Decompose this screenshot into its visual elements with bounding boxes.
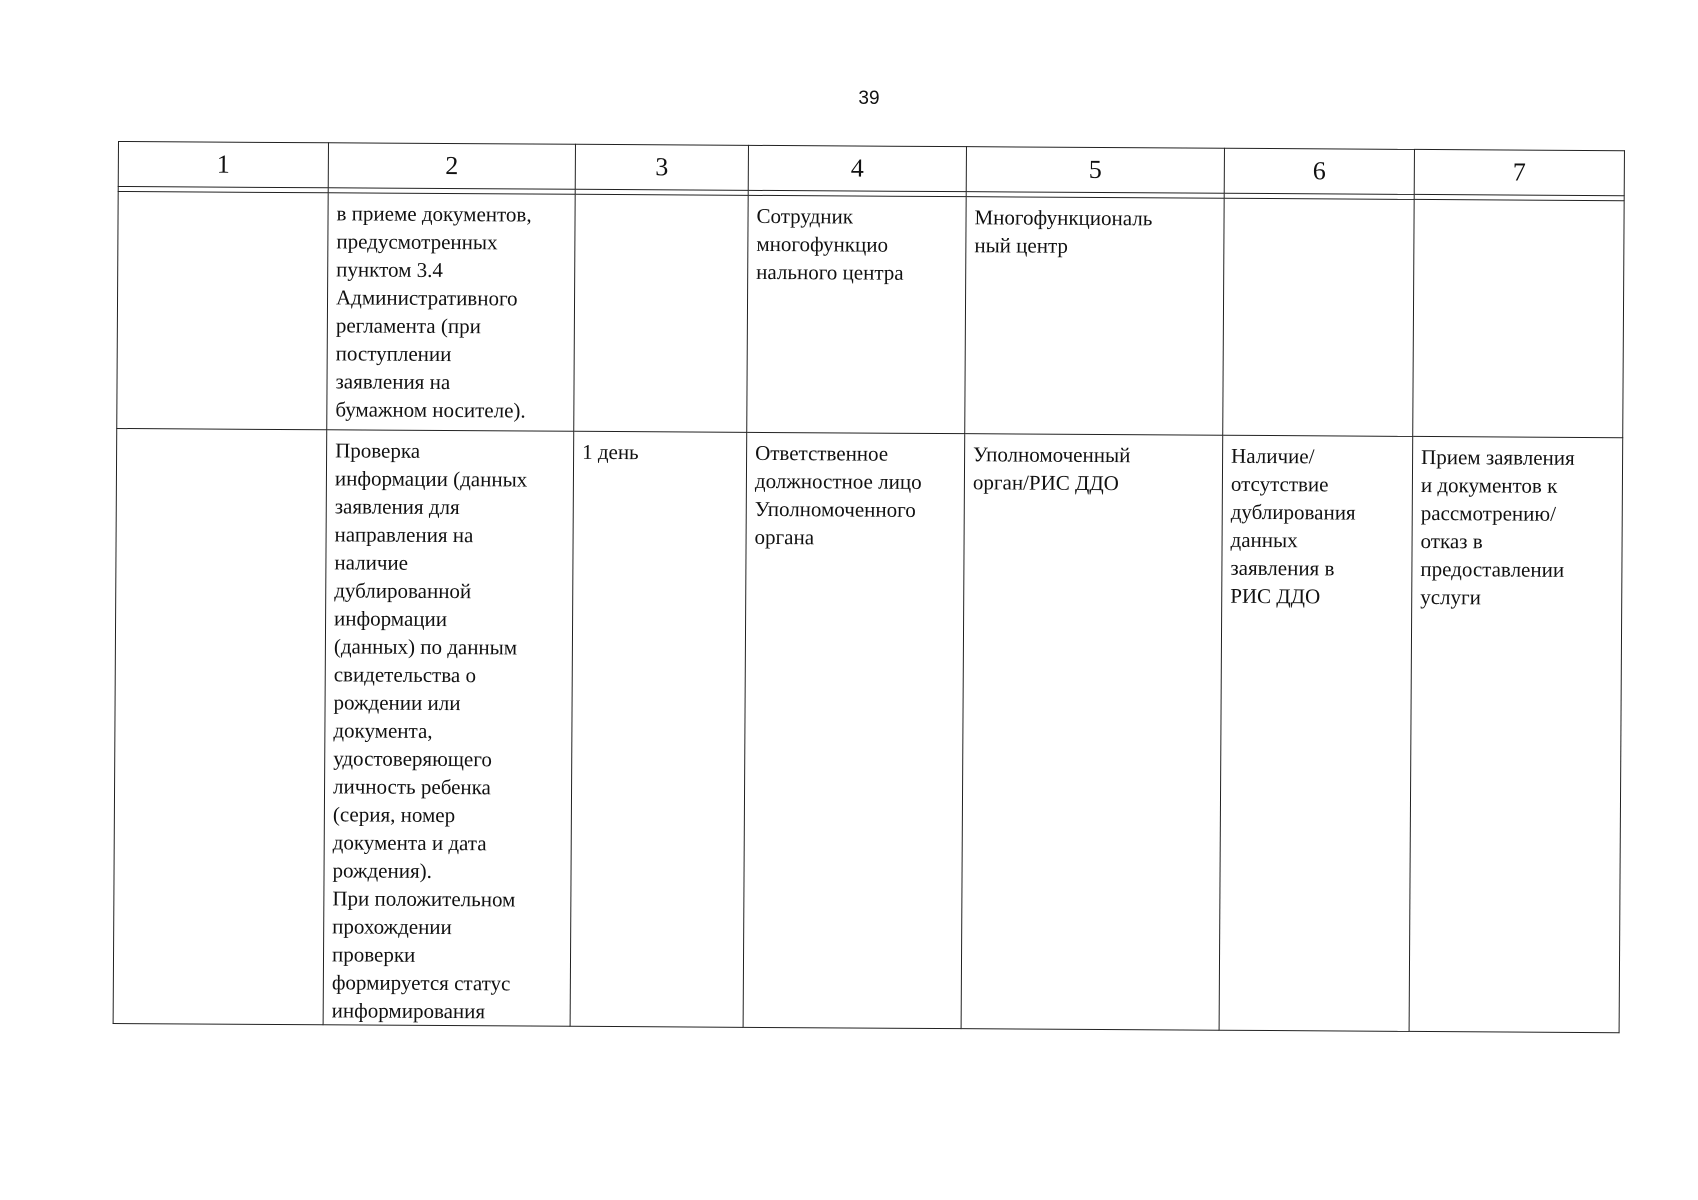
table-cell: Ответственное должностное лицо Уполномоченного органа <box>743 432 965 1028</box>
column-header-5: 5 <box>966 147 1224 194</box>
table-row <box>113 428 1623 1032</box>
page-number: 39 <box>858 88 880 109</box>
table-cell: 1 день <box>570 431 747 1027</box>
column-header-4: 4 <box>748 145 966 191</box>
column-header-7: 7 <box>1414 149 1624 195</box>
column-header-2: 2 <box>328 143 575 190</box>
table-cell <box>1413 199 1624 437</box>
table-cell: Многофункциональ ный центр <box>965 197 1224 436</box>
table-cell <box>117 192 328 430</box>
table-cell: Проверка информации (данных заявления для направления на наличие дублированной информации (данных) по данным свидетельства о рождении или документа, удостоверяющего личность ребенка (серия, номер документа и дата рождения). При положительном прохождении проверки формируется статус информирования <box>323 430 574 1026</box>
table-row <box>117 192 1624 438</box>
table-cell: Уполномоченный орган/РИС ДДО <box>961 434 1223 1031</box>
table-cell <box>1223 198 1414 436</box>
column-header-6: 6 <box>1224 148 1414 194</box>
column-header-1: 1 <box>118 142 328 188</box>
process-table <box>113 141 1625 1033</box>
table-cell: Сотрудник многофункцио нального центра <box>747 195 966 433</box>
column-header-3: 3 <box>575 144 748 190</box>
table-cell <box>113 428 327 1024</box>
table-cell: Прием заявления и документов к рассмотрению/ отказ в предоставлении услуги <box>1409 436 1623 1032</box>
table-cell: в приеме документов, предусмотренных пунктом 3.4 Административного регламента (при поступлении заявления на бумажном носителе). <box>327 193 575 432</box>
table-cell <box>574 194 748 432</box>
table-cell: Наличие/ отсутствие дублирования данных заявления в РИС ДДО <box>1219 435 1413 1031</box>
